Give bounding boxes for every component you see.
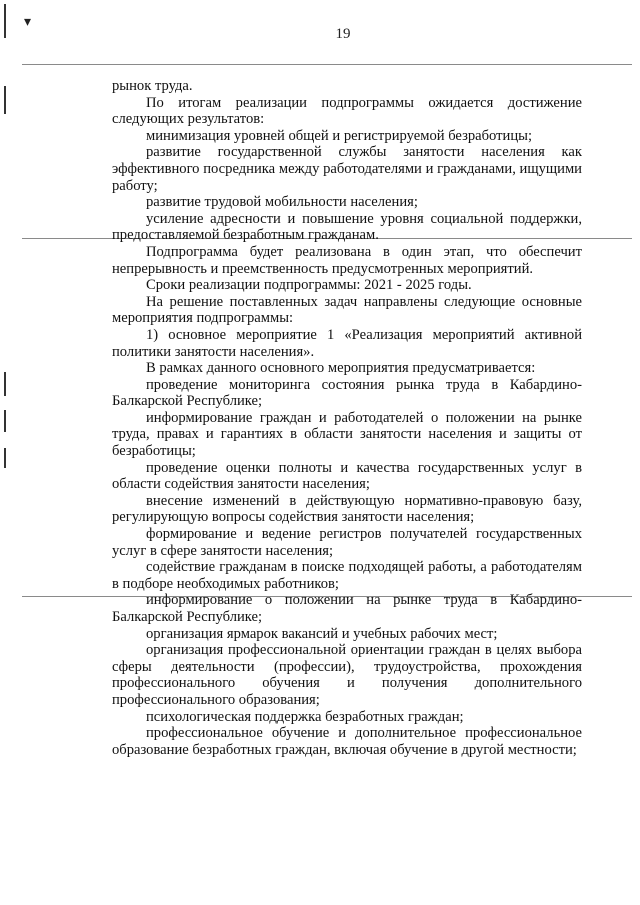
paragraph: На решение поставленных задач направлены следующие основные мероприятия подпрограммы: — [112, 293, 582, 327]
paragraph: развитие трудовой мобильности населения; — [146, 194, 418, 211]
scan-speck: ▾ — [24, 15, 32, 30]
paragraph: развитие государственной службы занятости населения как эффективного посредника между работодателями и гражданами, ищущими работу; — [112, 144, 582, 194]
paragraph: усиление адресности и повышение уровня социальной поддержки, предоставляемой безработным гражданам. — [112, 210, 582, 244]
paragraph: организация ярмарок вакансий и учебных рабочих мест; — [146, 625, 498, 642]
paragraph: проведение оценки полноты и качества государственных услуг в области содействия занятости населения; — [112, 459, 582, 493]
scan-edge-mark — [4, 410, 6, 432]
scan-edge-mark — [4, 372, 6, 396]
scan-edge-mark — [4, 86, 6, 114]
paragraph: психологическая поддержка безработных граждан; — [146, 708, 464, 725]
paragraph: Подпрограмма будет реализована в один этап, что обеспечит непрерывность и преемственность предусмотренных мероприятий. — [112, 243, 582, 277]
paragraph: внесение изменений в действующую нормативно-правовую базу, регулирующую вопросы содействия занятости населения; — [112, 492, 582, 526]
paragraph: проведение мониторинга состояния рынка труда в Кабардино-Балкарской Республике; — [112, 376, 582, 410]
paragraph: Сроки реализации подпрограммы: 2021 - 2025 годы. — [146, 277, 472, 294]
page-number: 19 — [335, 26, 351, 42]
paragraph: информирование граждан и работодателей о положении на рынке труда, правах и гарантиях в области занятости населения и защиты от безработицы; — [112, 409, 582, 460]
scan-edge-mark — [4, 448, 6, 468]
paragraph: организация профессиональной ориентации граждан в целях выбора сферы деятельности (профессии), трудоустройства, прохождения профессионального обучения и получения дополнительного профессионального образования; — [112, 642, 582, 708]
paragraph: рынок труда. — [112, 78, 193, 94]
paragraph: минимизация уровней общей и регистрируемой безработицы; — [146, 127, 533, 144]
paragraph: По итогам реализации подпрограммы ожидается достижение следующих результатов: — [112, 94, 582, 128]
paragraph: содействие гражданам в поиске подходящей работы, а работодателям в подборе необходимых работников; — [112, 559, 582, 592]
paragraph: формирование и ведение регистров получателей государственных услуг в сфере занятости населения; — [112, 526, 582, 559]
paragraph: информирование о положении на рынке труда в Кабардино-Балкарской Республике; — [112, 592, 582, 625]
scan-line-top — [22, 64, 632, 65]
paragraph: профессиональное обучение и дополнительное профессиональное образование безработных граждан, включая обучение в другой местности; — [112, 725, 582, 758]
paragraph: 1) основное мероприятие 1 «Реализация мероприятий активной политики занятости населения». — [112, 326, 582, 360]
document-body — [112, 78, 582, 758]
paragraph: В рамках данного основного мероприятия предусматривается: — [146, 360, 536, 377]
